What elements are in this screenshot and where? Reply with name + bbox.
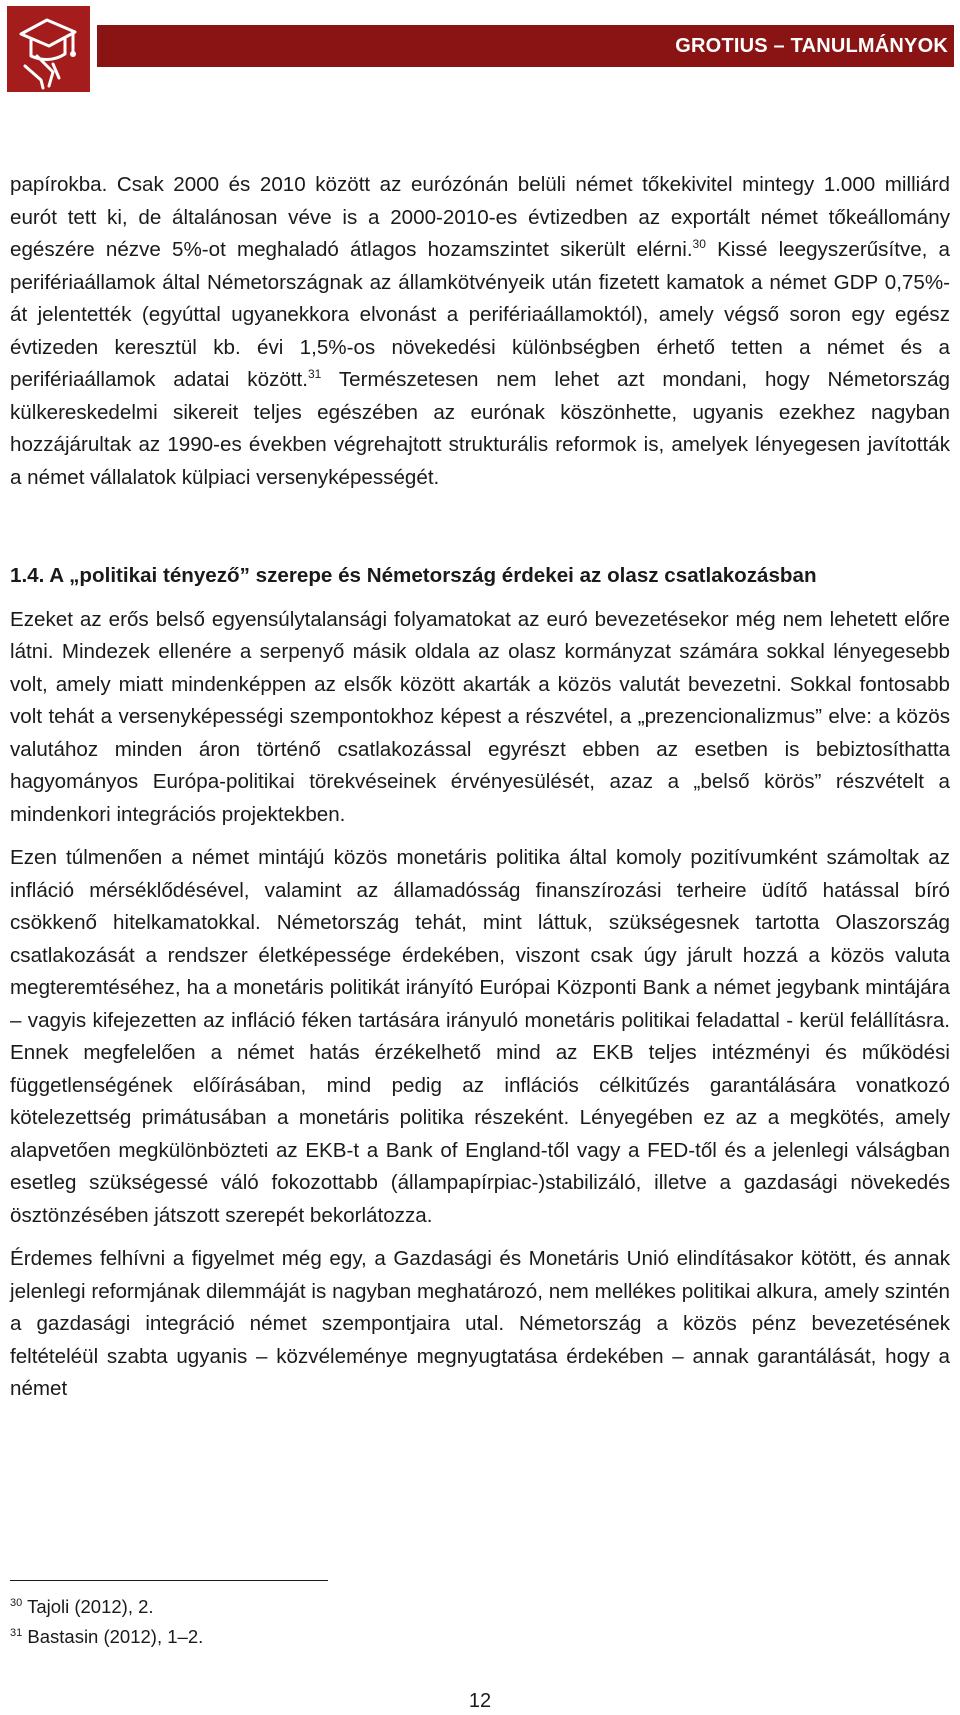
footnote-item bbox=[10, 1622, 203, 1652]
footnote-number: 30 bbox=[10, 1596, 23, 1609]
footnote-divider bbox=[10, 1580, 328, 1581]
paragraph-1-part-a: papírokba. Csak 2000 és 2010 között az eurózónán belüli német tőkekivitel mintegy 1.000 milliárd eurót tett ki, de általánosan véve is a 2000-2010-es évtizedben az exportált német tőkeállomány egészére nézve 5%-ot meghaladó átlagos hozamszintet sikerült elérni. bbox=[10, 173, 950, 261]
page-header bbox=[7, 6, 954, 92]
section-heading: 1.4. A „politikai tényező” szerepe és Németország érdekei az olasz csatlakozásban bbox=[10, 564, 817, 587]
footnotes bbox=[10, 1592, 203, 1652]
page-number: 12 bbox=[468, 1690, 492, 1712]
paragraph-2: Ezeket az erős belső egyensúlytalansági folyamatokat az euró bevezetésekor még nem lehetett előre látni. Mindezek ellenére a serpenyő másik oldala az olasz kormányzat számára sokkal lényegesebb volt, amely miatt mindenképpen az elsők között akarták a közös valutát bevezetni. Sokkal fontosabb volt tehát a versenyképességi szempontokhoz képest a részvétel, a „prezencionalizmus” elve: a közös valutához minden áron történő csatlakozással egyrészt ebben az esetben is bebiztosíthatta hagyományos Európa-politikai törekvéseinek érvényesülését, azaz a „belső körös” részvételt a mindenkori integrációs projektekben. bbox=[10, 607, 950, 826]
header-title: GROTIUS – TANULMÁNYOK bbox=[97, 25, 954, 67]
paragraph-4: Érdemes felhívni a figyelmet még egy, a Gazdasági és Monetáris Unió elindításakor kötött, és annak jelenlegi reformjának dilemmáját is nagyban meghatározó, nem mellékes politikai alkura, amely szintén a gazdasági integráció német szempontjaira utal. Németország a közös pénz bevezetésének feltételéül szabta ugyanis – közvéleménye megnyugtatása érdekében – annak garantálását, hogy a német bbox=[10, 1247, 950, 1400]
paragraph-1 bbox=[10, 169, 950, 494]
footnote-text: Bastasin (2012), 1–2. bbox=[27, 1626, 204, 1647]
paragraph-1-part-c: Természetesen nem lehet azt mondani, hogy Németország külkereskedelmi sikereit teljes egészében az eurónak köszönhette, ugyanis ezekhez nagyban hozzájárultak az 1990-es években végrehajtott strukturális reformok is, amelyek lényegesen javították a német vállalatok külpiaci versenyképességét. bbox=[10, 368, 950, 489]
body-text bbox=[10, 169, 950, 1406]
footnote-item bbox=[10, 1592, 203, 1622]
footnote-ref-31[interactable]: 31 bbox=[307, 367, 322, 382]
paragraph-3: Ezen túlmenően a német mintájú közös monetáris politika által komoly pozitívumként számoltak az infláció mérséklődésével, valamint az államadósság finanszírozási terheire üdítő hatással bíró csökkenő hitelkamatokkal. Németország tehát, mint láttuk, szükségesnek tartotta Olaszország csatlakozását a rendszer életképessége érdekében, viszont csak úgy járult hozzá a közös valuta megteremtéséhez, ha a monetáris politikát irányító Európai Központi Bank a német jegybank mintájára – vagyis kifejezetten az infláció féken tartására irányuló monetáris politikai feladattal - kerül felállításra. Ennek megfelelően a német hatás érzékelhető mind az EKB teljes intézményi és működési függetlenségének előírásában, mind pedig az inflációs célkitűzés garantálására vonatkozó kötelezettség primátusában a monetáris politika részeként. Lényegében ez az a megkötés, amely alapvetően megkülönbözteti az EKB-t a Bank of England-től vagy a FED-től és a jelenlegi válságban esetleg szükségessé váló fokozottabb (állampapírpiac-)stabilizáló, illetve a gazdasági növekedés ösztönzésében játszott szerepét bekorlátozza. bbox=[10, 846, 950, 1227]
paragraph-1-part-b: Kissé leegyszerűsítve, a perifériaállamok által Németországnak az államkötvényeik után fizetett kamatok a német GDP 0,75%-át jelentették (egyúttal ugyanekkora elvonást a perifériaállamoktól), amely végső soron egy egész évtizeden keresztül kb. évi 1,5%-os növekedési különbségben érhető tetten a német és a perifériaállamok adatai között. bbox=[10, 238, 950, 391]
footnote-number: 31 bbox=[10, 1626, 23, 1639]
footnote-ref-30[interactable]: 30 bbox=[692, 237, 706, 252]
footnote-text: Tajoli (2012), 2. bbox=[27, 1596, 154, 1617]
grotius-logo-icon bbox=[7, 6, 90, 92]
